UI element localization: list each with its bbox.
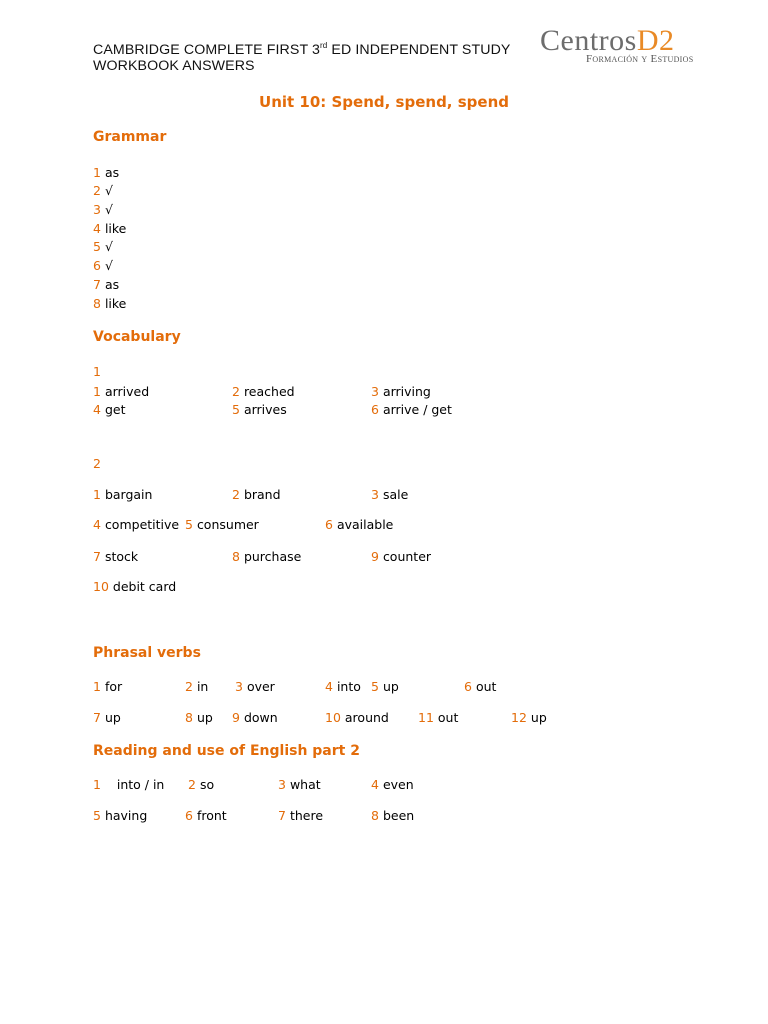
- reading-answer: 1 into / in: [93, 777, 165, 792]
- phrasal-verb-answer: 1 for: [93, 679, 123, 694]
- vocabulary-heading: Vocabulary: [93, 329, 181, 345]
- document-header-title: [93, 43, 511, 74]
- reading-answer: 3 what: [278, 777, 321, 792]
- vocabulary-answer: 2 brand: [232, 487, 281, 502]
- grammar-answer: 8 like: [93, 296, 127, 311]
- phrasal-verb-answer: 11 out: [418, 710, 459, 725]
- vocabulary-answer: 2 reached: [232, 384, 295, 399]
- reading-answer: 2 so: [188, 777, 215, 792]
- vocabulary-answer: 10 debit card: [93, 579, 177, 594]
- vocabulary-exercise-2-label: 2: [93, 456, 101, 471]
- reading-answer: 5 having: [93, 808, 148, 823]
- phrasal-verb-answer: 4 into: [325, 679, 361, 694]
- phrasal-verb-answer: 5 up: [371, 679, 399, 694]
- vocabulary-exercise-1-label: 1: [93, 364, 101, 379]
- header-title-line-1: CAMBRIDGE COMPLETE FIRST 3rd ED INDEPENDENT STUDY: [93, 41, 511, 58]
- phrasal-verb-answer: 12 up: [511, 710, 547, 725]
- grammar-answer: 2 √: [93, 183, 113, 198]
- centros-d2-logo: [540, 26, 730, 70]
- grammar-answer: 1 as: [93, 165, 120, 180]
- reading-answer: 4 even: [371, 777, 414, 792]
- phrasal-verb-answer: 7 up: [93, 710, 121, 725]
- grammar-answer: 7 as: [93, 277, 120, 292]
- vocabulary-answer: 3 sale: [371, 487, 409, 502]
- grammar-answer: 4 like: [93, 221, 127, 236]
- vocabulary-answer: 3 arriving: [371, 384, 431, 399]
- vocabulary-answer: 4 get: [93, 402, 126, 417]
- header-title-line-2: WORKBOOK ANSWERS: [93, 57, 255, 74]
- vocabulary-answer: 6 available: [325, 517, 394, 532]
- phrasal-verb-answer: 10 around: [325, 710, 389, 725]
- reading-answer: 6 front: [185, 808, 227, 823]
- reading-answer: 8 been: [371, 808, 415, 823]
- vocabulary-answer: 7 stock: [93, 549, 139, 564]
- phrasal-verb-answer: 2 in: [185, 679, 209, 694]
- phrasal-verb-answer: 8 up: [185, 710, 213, 725]
- phrasal-verb-answer: 6 out: [464, 679, 497, 694]
- vocabulary-answer: 9 counter: [371, 549, 432, 564]
- phrasal-verbs-heading: Phrasal verbs: [93, 645, 201, 661]
- reading-answer: 7 there: [278, 808, 324, 823]
- vocabulary-answer: 5 consumer: [185, 517, 259, 532]
- reading-heading: Reading and use of English part 2: [93, 743, 360, 759]
- logo-brand: CentrosD2: [540, 24, 675, 57]
- phrasal-verb-answer: 3 over: [235, 679, 275, 694]
- vocabulary-answer: 6 arrive / get: [371, 402, 452, 417]
- logo-tagline: Formación y Estudios: [586, 53, 694, 65]
- phrasal-verb-answer: 9 down: [232, 710, 278, 725]
- vocabulary-answer: 4 competitive: [93, 517, 180, 532]
- grammar-answer: 6 √: [93, 258, 113, 273]
- unit-title: Unit 10: Spend, spend, spend: [259, 93, 509, 111]
- grammar-answer: 5 √: [93, 239, 113, 254]
- grammar-answer: 3 √: [93, 202, 113, 217]
- grammar-heading: Grammar: [93, 129, 167, 145]
- vocabulary-answer: 1 bargain: [93, 487, 153, 502]
- vocabulary-answer: 1 arrived: [93, 384, 150, 399]
- vocabulary-answer: 5 arrives: [232, 402, 287, 417]
- vocabulary-answer: 8 purchase: [232, 549, 302, 564]
